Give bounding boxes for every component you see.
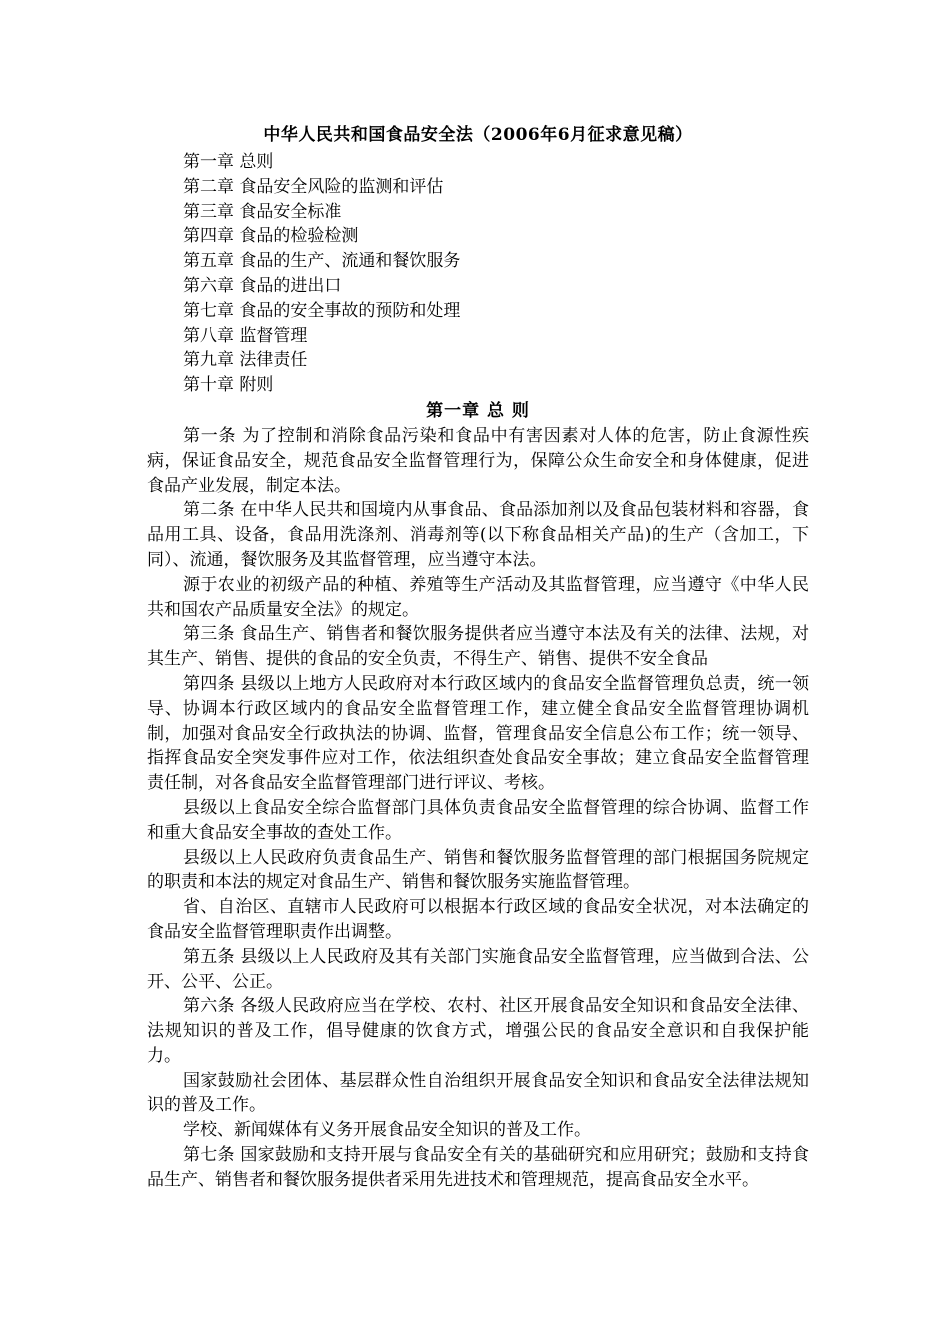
article-paragraph: 第七条 国家鼓励和支持开展与食品安全有关的基础研究和应用研究；鼓励和支持食品生产、销售者和餐饮服务提供者采用先进技术和管理规范，提高食品安全水平。: [147, 1145, 809, 1190]
table-of-contents: [147, 150, 809, 398]
document-title: 中华人民共和国食品安全法（2006年6月征求意见稿）: [263, 125, 693, 145]
article-paragraph: 学校、新闻媒体有义务开展食品安全知识的普及工作。: [183, 1120, 591, 1141]
article-paragraph: 国家鼓励社会团体、基层群众性自治组织开展食品安全知识和食品安全法律法规知识的普及工作。: [147, 1070, 809, 1116]
article-paragraph: 第二条 在中华人民共和国境内从事食品、食品添加剂以及食品包装材料和容器，食品用工具、设备，食品用洗涤剂、消毒剂等(以下称食品相关产品)的生产（含加工，下同）、流通，餐饮服务及其监督管理，应当遵守本法。: [147, 500, 809, 570]
article-paragraph: 第一条 为了控制和消除食品污染和食品中有害因素对人体的危害，防止食源性疾病，保证食品安全，规范食品安全监督管理行为，保障公众生命安全和身体健康，促进食品产业发展，制定本法。: [147, 425, 809, 496]
document-page: [147, 122, 809, 1193]
article-paragraph: 第六条 各级人民政府应当在学校、农村、社区开展食品安全知识和食品安全法律、法规知识的普及工作，倡导健康的饮食方式，增强公民的食品安全意识和自我保护能力。: [147, 996, 809, 1066]
document-body: [147, 424, 809, 1193]
toc-item: 第六章 食品的进出口: [183, 275, 342, 296]
toc-item: 第五章 食品的生产、流通和餐饮服务: [183, 251, 461, 272]
toc-item: 第一章 总则: [183, 152, 274, 172]
article-paragraph: 第四条 县级以上地方人民政府对本行政区域内的食品安全监督管理负总责，统一领导、协调本行政区域内的食品安全监督管理工作，建立健全食品安全监督管理协调机制，加强对食品安全行政执法的协调、监督，管理食品安全信息公布工作；统一领导、指挥食品安全突发事件应对工作，依法组织查处食品安全事故；建立食品安全监督管理责任制，对各食品安全监督管理部门进行评议、考核。: [147, 673, 809, 794]
toc-item: 第二章 食品安全风险的监测和评估: [183, 176, 444, 197]
article-paragraph: 源于农业的初级产品的种植、养殖等生产活动及其监督管理，应当遵守《中华人民共和国农产品质量安全法》的规定。: [147, 574, 809, 620]
toc-item: 第四章 食品的检验检测: [183, 226, 359, 247]
toc-item: 第三章 食品安全标准: [183, 201, 342, 222]
article-paragraph: 省、自治区、直辖市人民政府可以根据本行政区域的食品安全状况，对本法确定的食品安全监督管理职责作出调整。: [147, 897, 809, 942]
toc-item: 第七章 食品的安全事故的预防和处理: [183, 300, 461, 321]
toc-item: 第九章 法律责任: [183, 350, 308, 371]
article-paragraph: 县级以上食品安全综合监督部门具体负责食品安全监督管理的综合协调、监督工作和重大食品安全事故的查处工作。: [147, 797, 809, 843]
article-paragraph: 第三条 食品生产、销售者和餐饮服务提供者应当遵守本法及有关的法律、法规，对其生产、销售、提供的食品的安全负责，不得生产、销售、提供不安全食品: [147, 624, 809, 670]
chapter-heading: 第一章 总 则: [426, 400, 530, 421]
article-paragraph: 第五条 县级以上人民政府及其有关部门实施食品安全监督管理，应当做到合法、公开、公平、公正。: [147, 946, 809, 992]
toc-item: 第十章 附则: [183, 375, 274, 396]
toc-item: 第八章 监督管理: [183, 325, 308, 346]
article-paragraph: 县级以上人民政府负责食品生产、销售和餐饮服务监督管理的部门根据国务院规定的职责和本法的规定对食品生产、销售和餐饮服务实施监督管理。: [147, 847, 809, 893]
